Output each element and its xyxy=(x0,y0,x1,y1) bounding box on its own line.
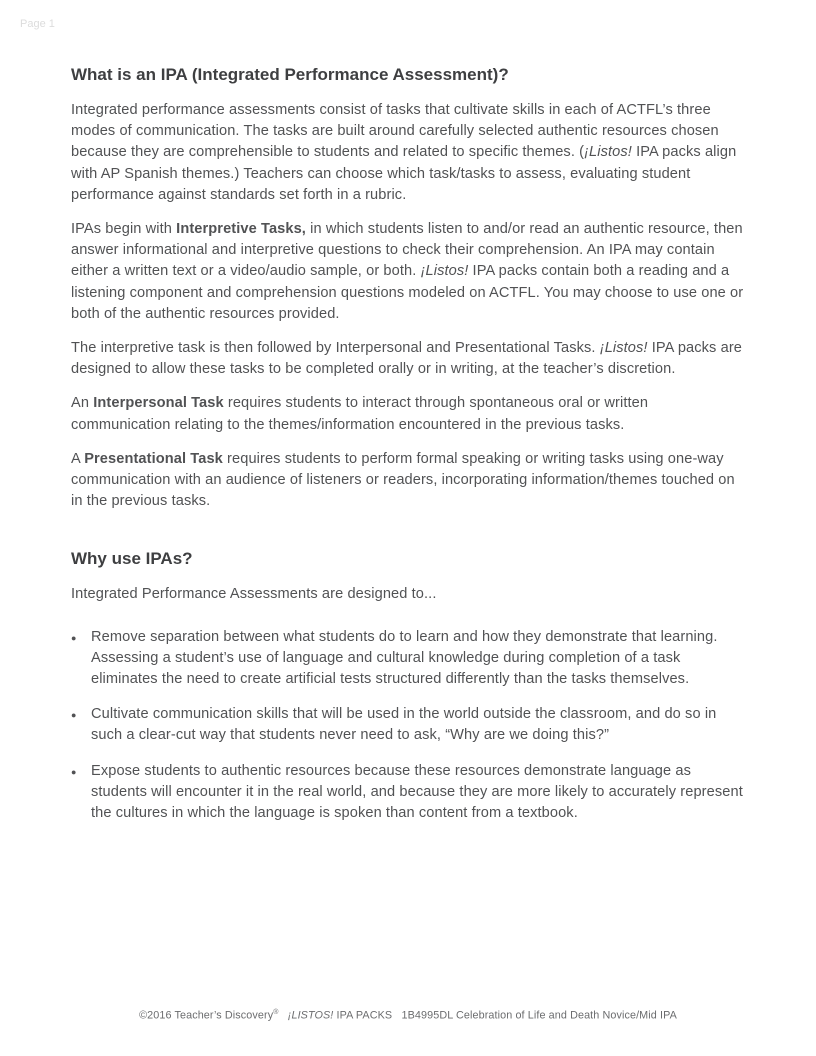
page-footer: ©2016 Teacher’s Discovery® ¡LISTOS! IPA PACKS 1B4995DL Celebration of Life and Death Novice/Mid IPA xyxy=(139,1009,677,1022)
section-what-is-ipa xyxy=(71,64,747,512)
bullet-icon: ● xyxy=(71,766,77,777)
section-title-why-use-ipas: Why use IPAs? xyxy=(71,549,193,569)
bullet-text: Cultivate communication skills that will be used in the world outside the classroom, and do so in such a clear-cut way that students never need to ask, “Why are we doing this?” xyxy=(91,706,717,744)
paragraph-ipa-overview: Integrated performance assessments consist of tasks that cultivate skills in each of ACTFL’s three modes of communication. The tasks are built around carefully selected authentic resources chosen because they are comprehensible to students and related to specific themes. (¡Listos! IPA packs align with AP Spanish themes.) Teachers can choose which task/tasks to assess, evaluating student performance against standards set forth in a rubric. xyxy=(71,102,737,203)
paragraph-interpersonal-task: An Interpersonal Task requires students to interact through spontaneous oral or written communication relating to the themes/information encountered in the previous tasks. xyxy=(71,395,649,433)
section-title-what-is-ipa: What is an IPA (Integrated Performance Assessment)? xyxy=(71,65,509,84)
page-content xyxy=(71,64,747,838)
list-item-cultivate-communication xyxy=(71,704,747,746)
bullet-icon: ● xyxy=(71,710,77,721)
benefits-list xyxy=(71,627,747,825)
section-why-use-ipas xyxy=(71,548,747,824)
list-item-expose-authentic-resources xyxy=(71,761,747,825)
paragraph-designed-to: Integrated Performance Assessments are designed to... xyxy=(71,586,437,603)
paragraph-presentational-task: A Presentational Task requires students to perform formal speaking or writing tasks using one-way communication with an audience of listeners or readers, incorporating information/themes touched on in the previous tasks. xyxy=(71,450,735,510)
bullet-icon: ● xyxy=(71,632,77,643)
page-corner-label: Page 1 xyxy=(20,18,55,30)
bullet-text: Expose students to authentic resources because these resources demonstrate language as students will encounter it in the real world, and because they are more likely to accurately represent the cultures in which the language is spoken than content from a textbook. xyxy=(91,762,743,822)
paragraph-interpretive-tasks: IPAs begin with Interpretive Tasks, in which students listen to and/or read an authentic resource, then answer informational and interpretive questions to check their comprehension. An IPA may contain either a written text or a video/audio sample, or both. ¡Listos! IPA packs contain both a reading and a listening component and comprehension questions modeled on ACTFL. You may choose to use one or both of the authentic resources provided. xyxy=(71,221,744,322)
list-item-remove-separation xyxy=(71,627,747,691)
bullet-text: Remove separation between what students do to learn and how they demonstrate that learning. Assessing a student’s use of language and cultural knowledge during completion of a task eliminates the need to create artificial tests structured differently than the tasks themselves. xyxy=(91,628,718,688)
paragraph-interpersonal-presentational-intro: The interpretive task is then followed by Interpersonal and Presentational Tasks. ¡Listos! IPA packs are designed to allow these tasks to be completed orally or in writing, at the teacher’s discretion. xyxy=(71,340,742,378)
